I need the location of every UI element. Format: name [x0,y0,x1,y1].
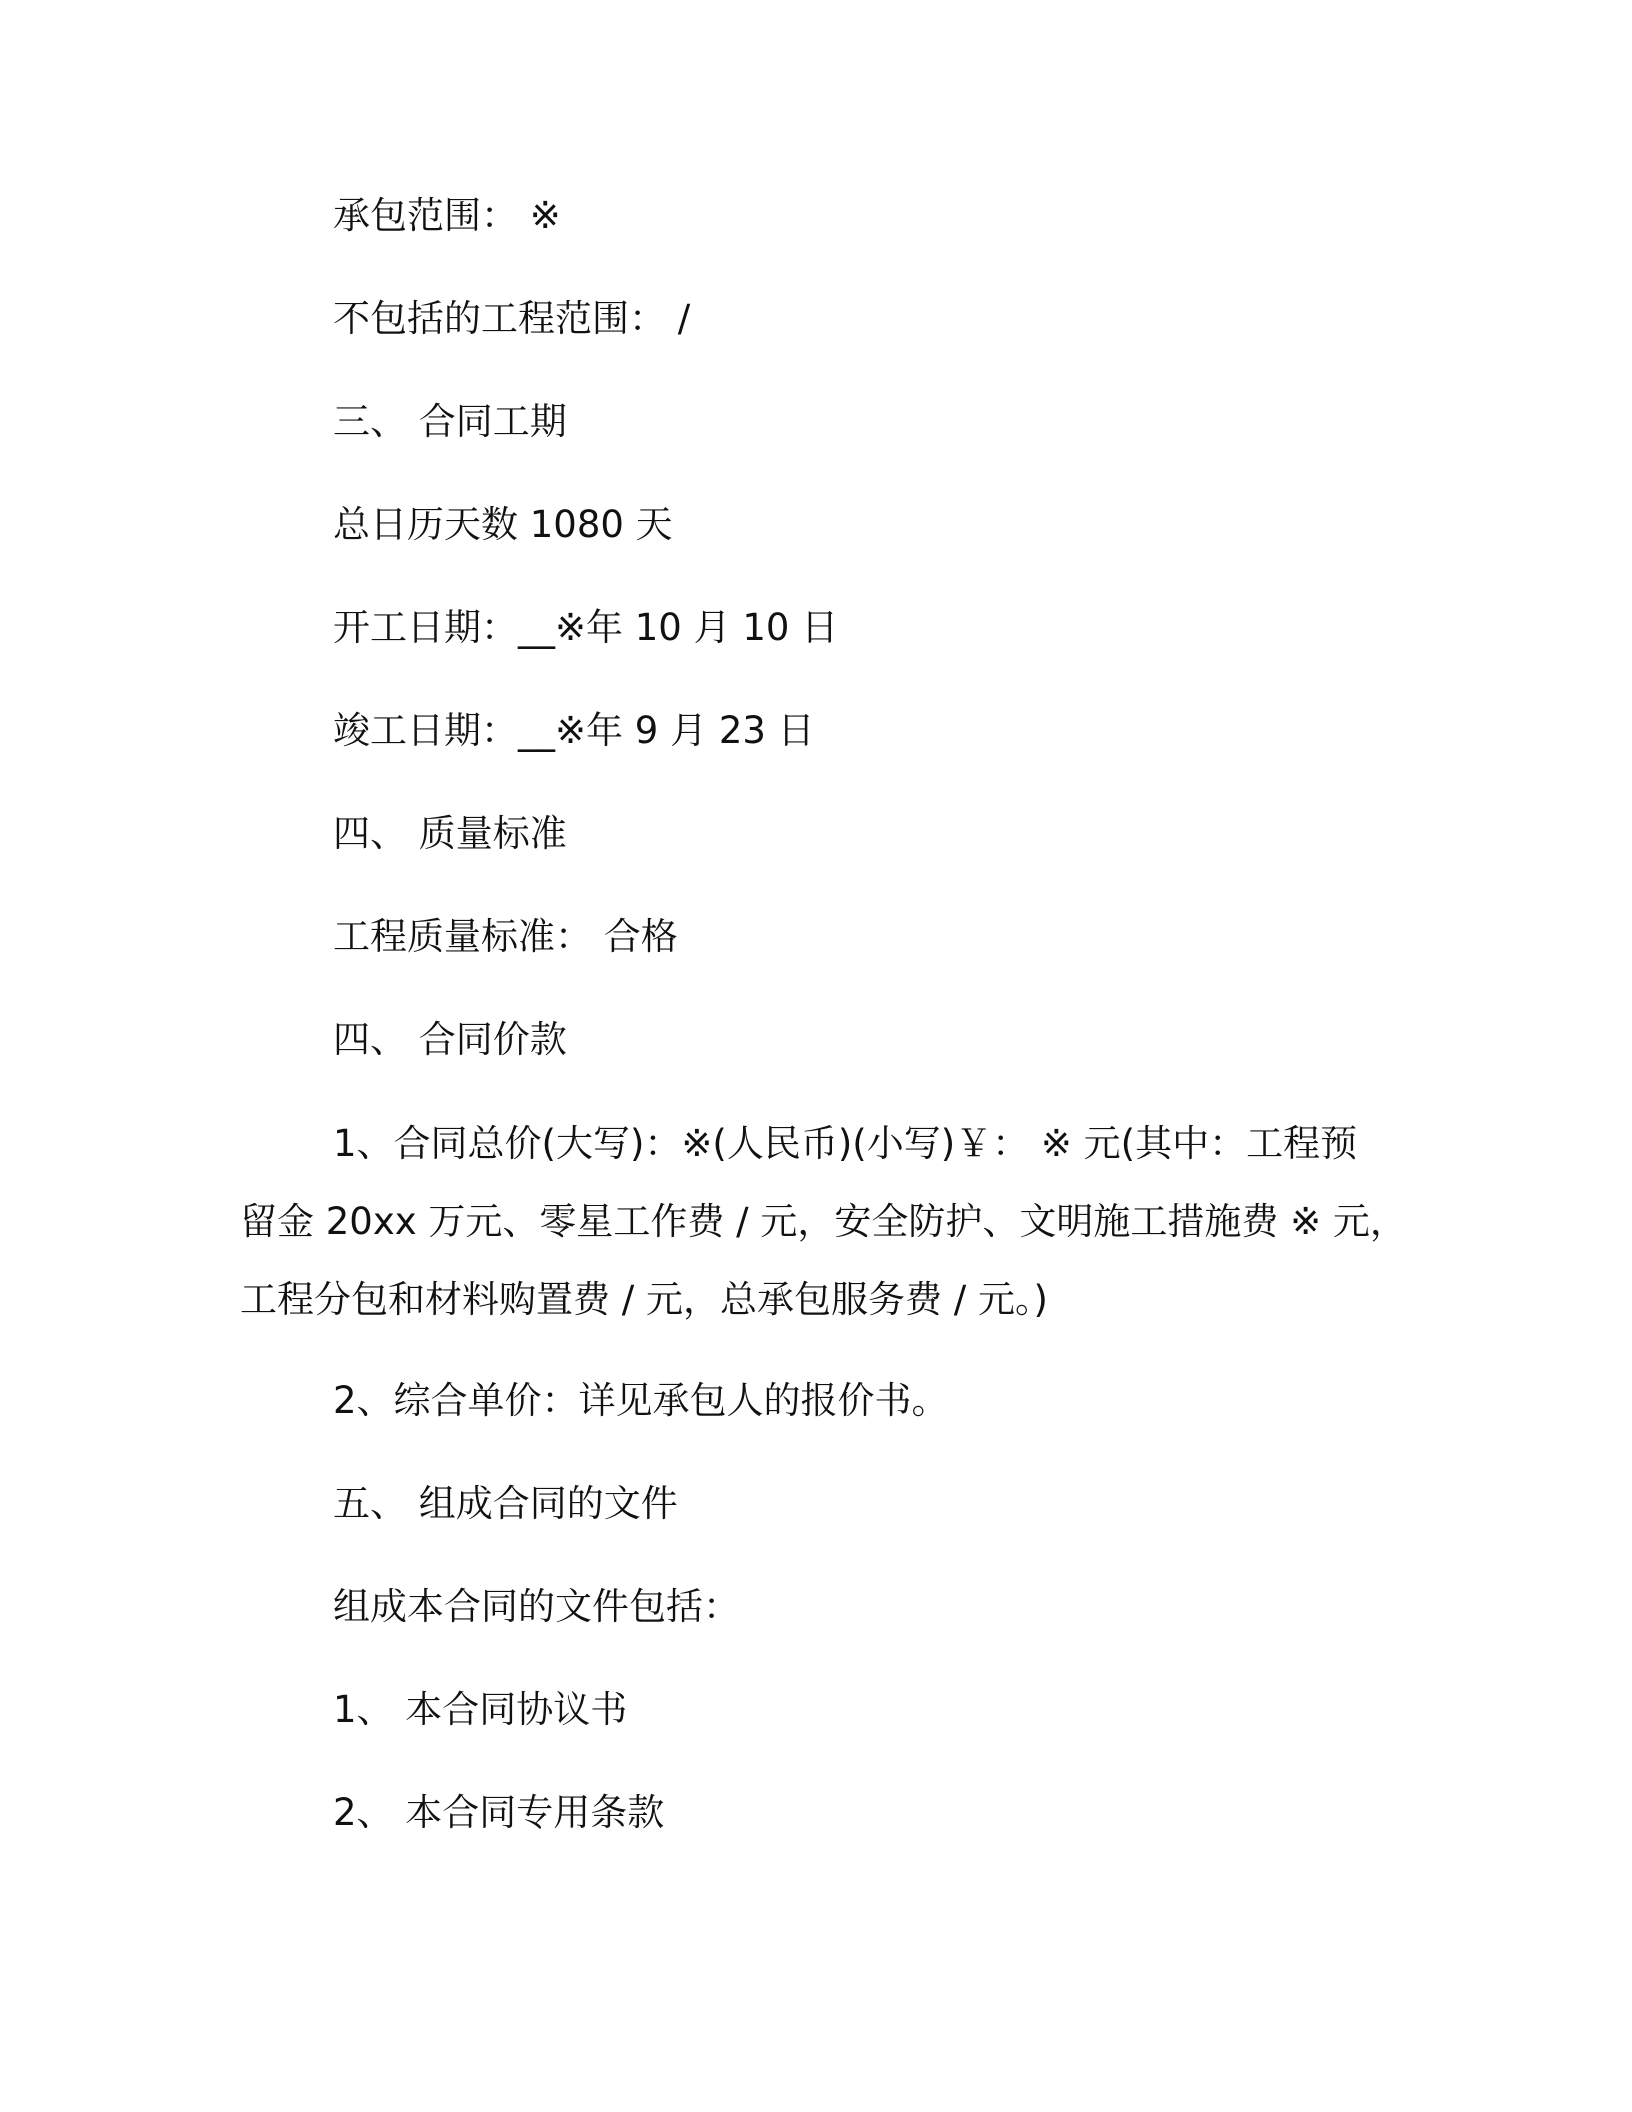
completion-date-line: 竣工日期：__※年 9 月 23 日 [333,709,815,752]
start-date-line: 开工日期：__※年 10 月 10 日 [333,606,839,649]
document-list-item: 1、 本合同协议书 [333,1688,628,1731]
section-heading-quality: 四、 质量标准 [333,812,567,855]
quality-standard-line: 工程质量标准： 合格 [333,915,678,958]
contract-price-paragraph [240,1122,1407,1358]
documents-intro-line: 组成本合同的文件包括： [333,1585,740,1628]
section-heading-contract-price: 四、 合同价款 [333,1018,567,1061]
excluded-scope-line: 不包括的工程范围： / [333,297,691,340]
price-paragraph-line: 留金 20xx 万元、零星工作费 / 元，安全防护、文明施工措施费 ※ 元， [240,1200,1407,1243]
price-paragraph-line: 工程分包和材料购置费 / 元，总承包服务费 / 元。) [240,1278,1048,1321]
scope-line: 承包范围： ※ [333,194,561,237]
document-list-item: 2、 本合同专用条款 [333,1791,665,1834]
total-days-line: 总日历天数 1080 天 [333,503,673,546]
price-paragraph-line: 1、合同总价(大写)：※(人民币)(小写)￥： ※ 元(其中：工程预 [333,1122,1358,1165]
section-heading-contract-period: 三、 合同工期 [333,400,567,443]
section-heading-contract-documents: 五、 组成合同的文件 [333,1482,678,1525]
unit-price-line: 2、综合单价：详见承包人的报价书。 [333,1379,949,1422]
